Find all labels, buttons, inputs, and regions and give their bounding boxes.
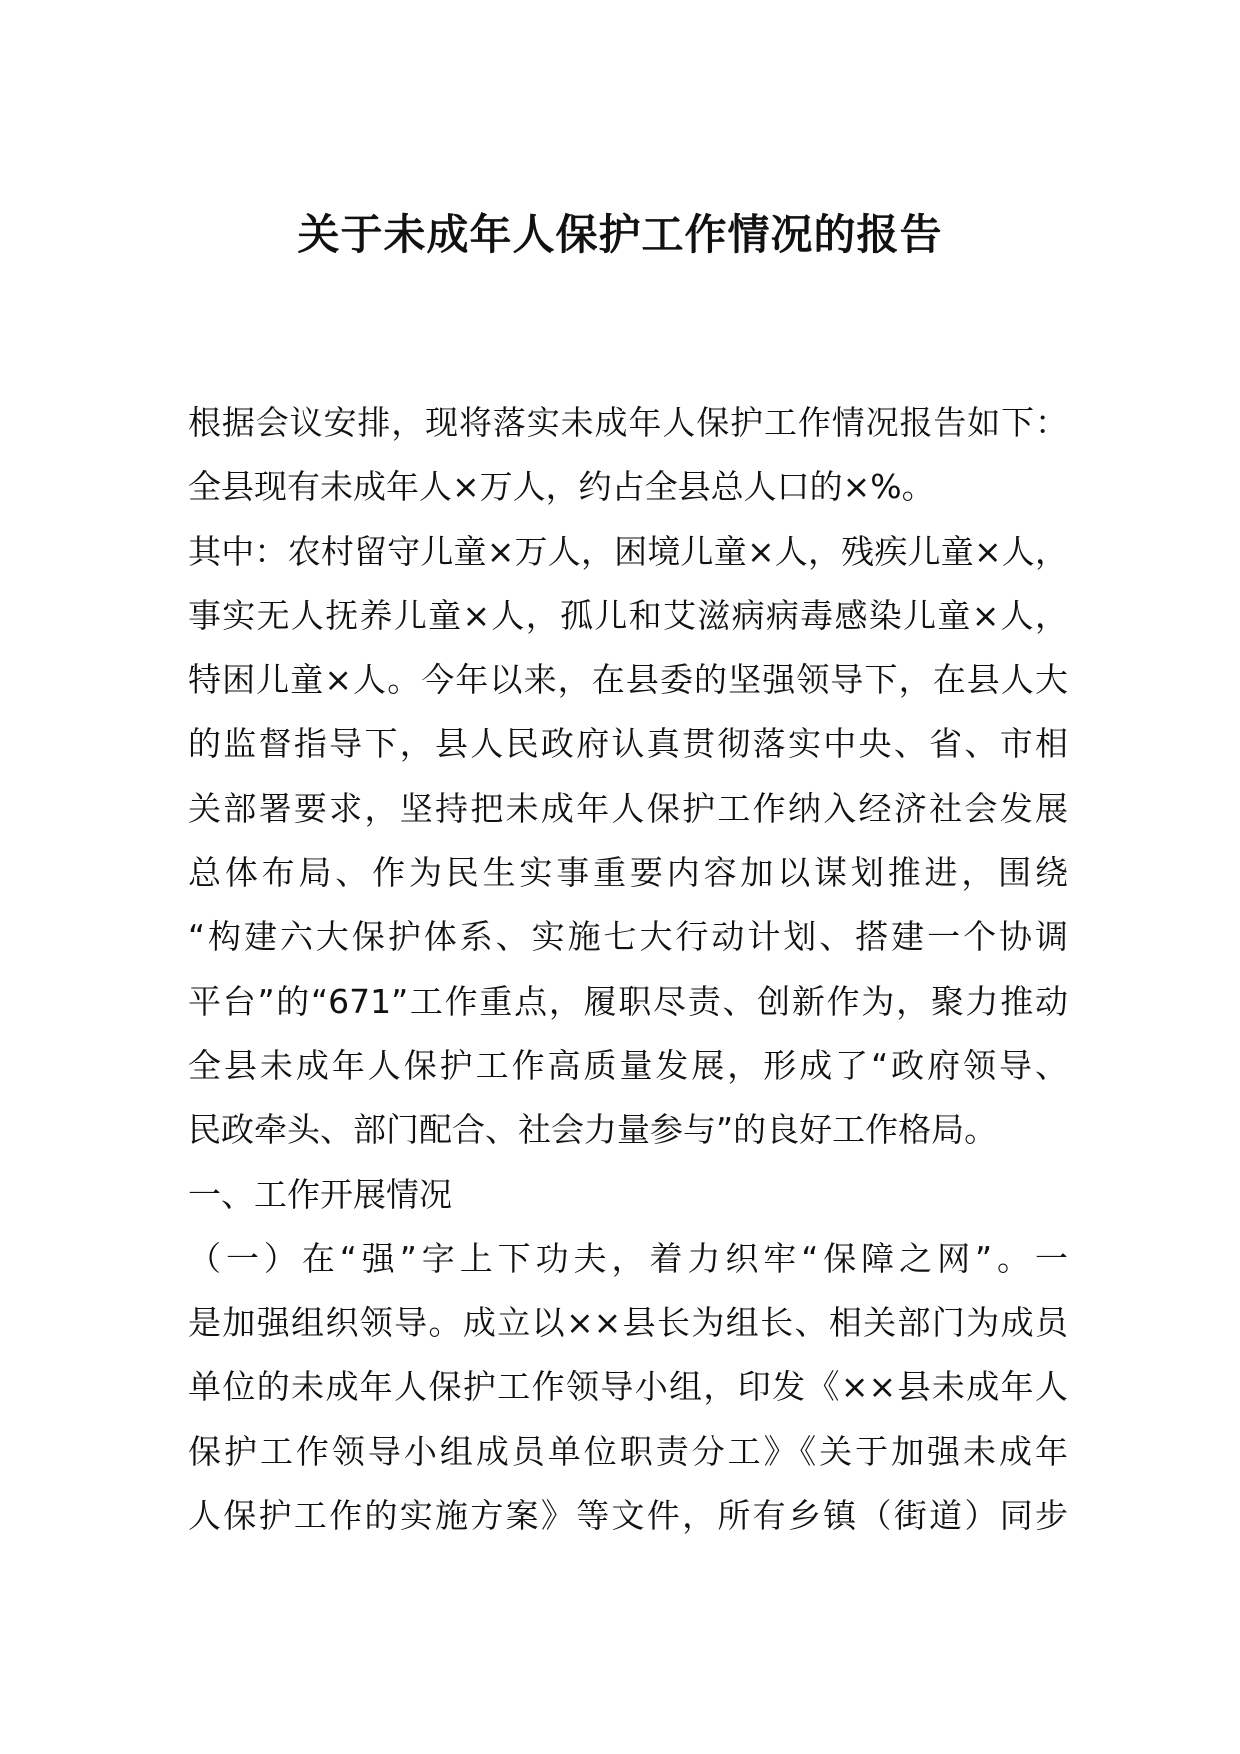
- body-line: 事实无人抚养儿童×人，孤儿和艾滋病病毒感染儿童×人，: [188, 595, 1068, 635]
- body-line: “构建六大保护体系、实施七大行动计划、搭建一个协调: [188, 917, 1068, 957]
- body-line: 全县现有未成年人×万人，约占全县总人口的×%。: [188, 467, 935, 507]
- document-body: [188, 391, 1068, 1548]
- body-line: 单位的未成年人保护工作领导小组，印发《××县未成年人: [188, 1367, 1068, 1407]
- body-line: 根据会议安排，现将落实未成年人保护工作情况报告如下：: [188, 403, 1068, 442]
- body-line: 平台”的“671”工作重点，履职尽责、创新作为，聚力推动: [188, 981, 1068, 1021]
- body-line: 人保护工作的实施方案》等文件，所有乡镇（街道）同步: [188, 1496, 1068, 1536]
- body-line: 关部署要求，坚持把未成年人保护工作纳入经济社会发展: [188, 788, 1068, 828]
- body-line: 全县未成年人保护工作高质量发展，形成了“政府领导、: [188, 1045, 1068, 1085]
- body-line: （一）在“强”字上下功夫，着力织牢“保障之网”。一: [188, 1238, 1068, 1278]
- body-line: 是加强组织领导。成立以××县长为组长、相关部门为成员: [188, 1303, 1068, 1343]
- body-line: 其中：农村留守儿童×万人，困境儿童×人，残疾儿童×人，: [188, 531, 1068, 571]
- document-title: 关于未成年人保护工作情况的报告: [297, 210, 943, 259]
- body-line: 民政牵头、部门配合、社会力量参与”的良好工作格局。: [188, 1110, 998, 1150]
- body-line: 一、工作开展情况: [188, 1174, 452, 1214]
- body-line: 总体布局、作为民生实事重要内容加以谋划推进，围绕: [188, 853, 1068, 893]
- body-line: 保护工作领导小组成员单位职责分工》《关于加强未成年: [188, 1431, 1068, 1471]
- body-line: 特困儿童×人。今年以来，在县委的坚强领导下，在县人大: [188, 660, 1068, 700]
- body-line: 的监督指导下，县人民政府认真贯彻落实中央、省、市相: [188, 724, 1068, 764]
